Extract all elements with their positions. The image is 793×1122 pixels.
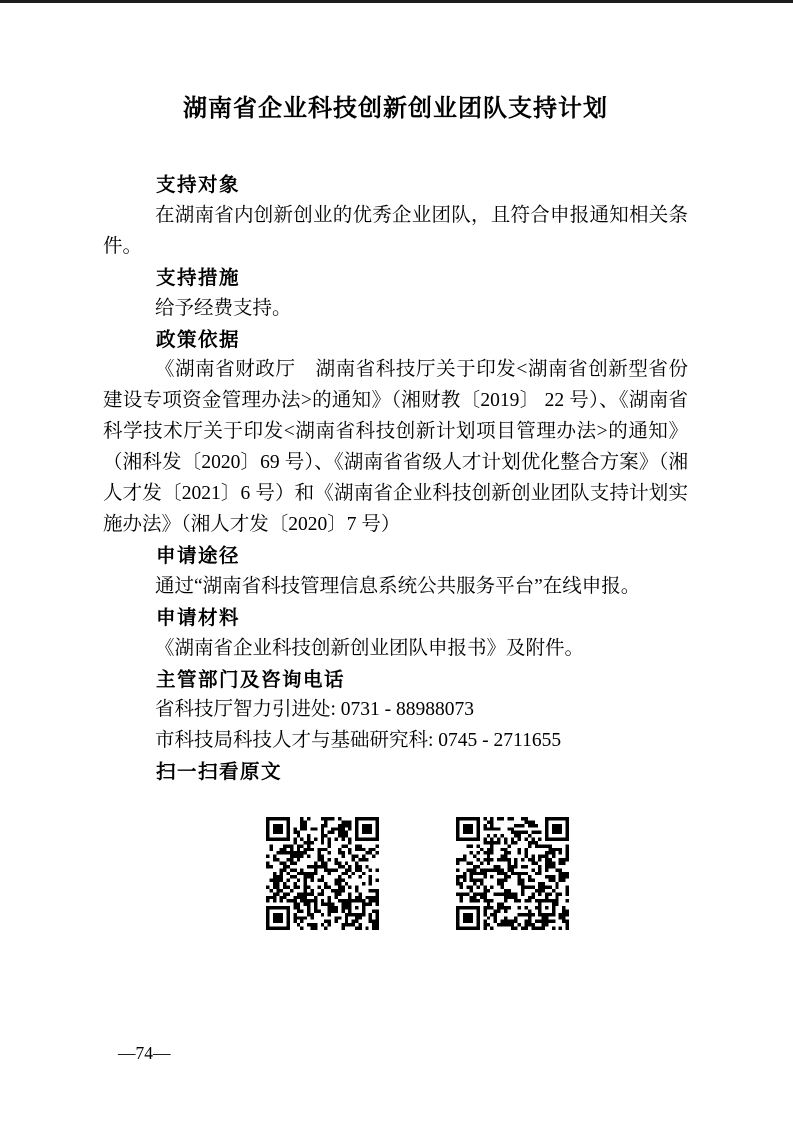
paragraph: 《湖南省企业科技创新创业团队申报书》及附件。 bbox=[155, 637, 585, 659]
contact-line: 市科技局科技人才与基础研究科: 0745 - 2711655 bbox=[155, 730, 562, 752]
section-heading: 扫一扫看原文 bbox=[156, 761, 283, 784]
section-heading: 政策依据 bbox=[156, 328, 241, 351]
paragraph: 《湖南省财政厅 湖南省科技厅关于印发<湖南省创新型省份建设专项资金管理办法>的通知》（湘财教〔2019〕 22 号）、《湖南省科学技术厅关于印发<湖南省科技创新计划项目管理办法>的通知》（湘科发〔2020〕69 号）、《湖南省省级人才计划优化整合方案》（湘人才发〔2021〕6 号）和《湖南省企业科技创新创业团队支持计划实施办法》（湘人才发〔2020〕7 号） bbox=[103, 359, 688, 535]
section-application-channel bbox=[103, 541, 688, 603]
section-application-materials bbox=[103, 603, 688, 665]
page-title: 湖南省企业科技创新创业团队支持计划 bbox=[183, 96, 608, 122]
section-heading: 申请途径 bbox=[156, 544, 241, 567]
paragraph: 给予经费支持。 bbox=[155, 297, 292, 319]
page-top-edge-line bbox=[0, 0, 793, 3]
section-heading: 申请材料 bbox=[156, 606, 241, 629]
paragraph: 通过“湖南省科技管理信息系统公共服务平台”在线申报。 bbox=[155, 575, 641, 597]
paragraph: 在湖南省内创新创业的优秀企业团队，且符合申报通知相关条件。 bbox=[103, 204, 688, 257]
qr-code-left bbox=[266, 817, 379, 930]
section-heading: 支持对象 bbox=[156, 174, 241, 196]
section-policy-basis bbox=[103, 325, 688, 541]
section-scan-original bbox=[103, 757, 688, 788]
page-number: —74— bbox=[118, 1043, 171, 1063]
section-contact bbox=[103, 665, 688, 758]
document-body bbox=[103, 170, 688, 788]
section-support-target bbox=[103, 170, 688, 263]
contact-line: 省科技厅智力引进处: 0731 - 88988073 bbox=[155, 699, 475, 721]
section-heading: 支持措施 bbox=[156, 266, 241, 289]
section-heading: 主管部门及咨询电话 bbox=[156, 668, 346, 691]
section-support-measures bbox=[103, 263, 688, 325]
qr-code-right bbox=[456, 817, 569, 930]
